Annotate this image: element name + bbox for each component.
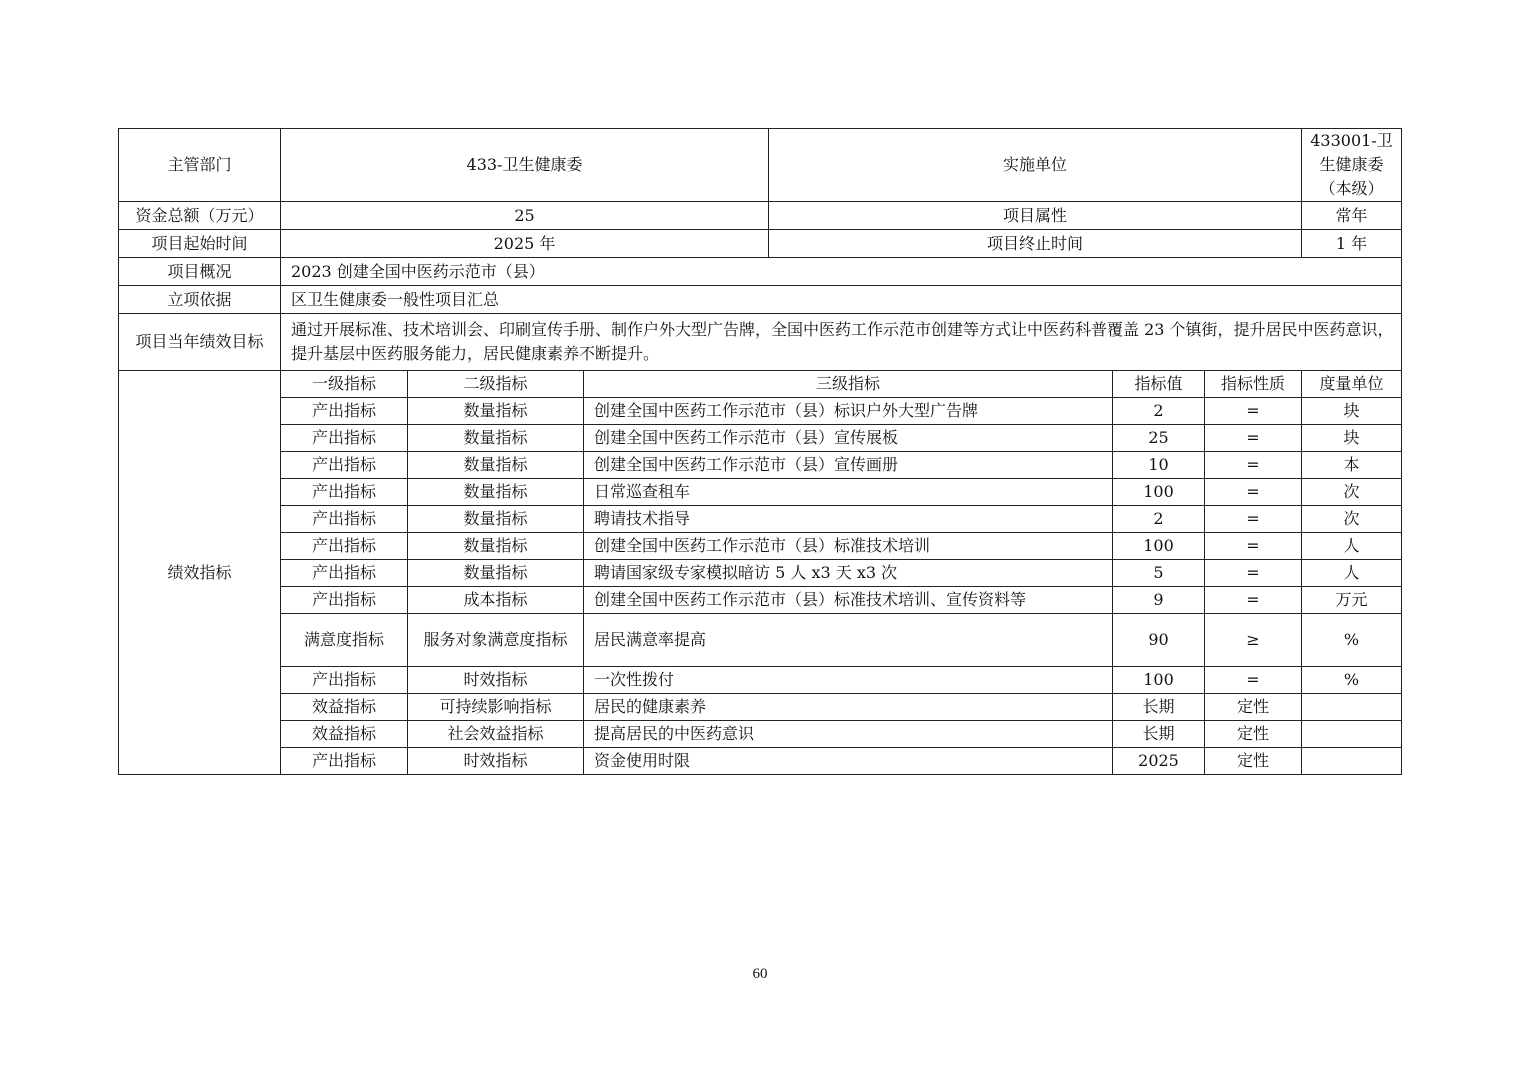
- indicator-level2: 数量指标: [408, 533, 584, 560]
- indicator-unit: [1302, 721, 1402, 748]
- indicator-row: [119, 398, 1402, 425]
- col-header-level2: 二级指标: [408, 371, 584, 398]
- indicator-level1: 产出指标: [281, 560, 408, 587]
- indicator-level3: 日常巡查租车: [584, 479, 1113, 506]
- indicator-unit: 万元: [1302, 587, 1402, 614]
- indicator-level2: 数量指标: [408, 560, 584, 587]
- indicator-row: [119, 479, 1402, 506]
- basis-value: 区卫生健康委一般性项目汇总: [281, 286, 1402, 314]
- indicator-level3: 创建全国中医药工作示范市（县）宣传画册: [584, 452, 1113, 479]
- indicator-nature: =: [1205, 425, 1302, 452]
- indicator-level1: 产出指标: [281, 748, 408, 775]
- indicator-level3: 聘请国家级专家模拟暗访 5 人 x3 天 x3 次: [584, 560, 1113, 587]
- impl-value: 433001-卫生健康委（本级）: [1302, 129, 1402, 202]
- indicator-row: [119, 506, 1402, 533]
- page-number: 60: [752, 966, 768, 982]
- fund-value: 25: [281, 202, 769, 230]
- indicator-nature: =: [1205, 398, 1302, 425]
- indicator-level2: 数量指标: [408, 398, 584, 425]
- indicator-unit: 人: [1302, 560, 1402, 587]
- indicator-level3: 创建全国中医药工作示范市（县）标识户外大型广告牌: [584, 398, 1113, 425]
- indicator-level2: 数量指标: [408, 506, 584, 533]
- indicator-value: 100: [1113, 667, 1205, 694]
- indicator-unit: 次: [1302, 506, 1402, 533]
- row-time: [119, 230, 1402, 258]
- indicator-value: 5: [1113, 560, 1205, 587]
- indicator-level1: 效益指标: [281, 694, 408, 721]
- indicator-unit: 本: [1302, 452, 1402, 479]
- indicator-nature: 定性: [1205, 694, 1302, 721]
- start-value: 2025 年: [281, 230, 769, 258]
- indicator-value: 10: [1113, 452, 1205, 479]
- indicator-value: 90: [1113, 614, 1205, 667]
- indicator-level1: 产出指标: [281, 533, 408, 560]
- indicator-level3: 提高居民的中医药意识: [584, 721, 1113, 748]
- overview-label: 项目概况: [119, 258, 281, 286]
- indicator-row: [119, 452, 1402, 479]
- indicator-nature: =: [1205, 560, 1302, 587]
- dept-value: 433-卫生健康委: [281, 129, 769, 202]
- indicator-value: 2: [1113, 506, 1205, 533]
- indicator-level3: 创建全国中医药工作示范市（县）标准技术培训: [584, 533, 1113, 560]
- indicator-unit: 人: [1302, 533, 1402, 560]
- indicator-nature: =: [1205, 479, 1302, 506]
- row-basis: [119, 286, 1402, 314]
- indicator-value: 25: [1113, 425, 1205, 452]
- indicator-unit: [1302, 748, 1402, 775]
- col-header-nature: 指标性质: [1205, 371, 1302, 398]
- goal-value: 通过开展标准、技术培训会、印刷宣传手册、制作户外大型广告牌，全国中医药工作示范市创建等方式让中医药科普覆盖 23 个镇街，提升居民中医药意识，提升基层中医药服务能力，居民健康素养不断提升。: [281, 314, 1402, 371]
- indicator-level2: 可持续影响指标: [408, 694, 584, 721]
- indicator-row: [119, 560, 1402, 587]
- indicator-nature: =: [1205, 452, 1302, 479]
- indicator-row: [119, 748, 1402, 775]
- goal-label: 项目当年绩效目标: [119, 314, 281, 371]
- indicator-level2: 社会效益指标: [408, 721, 584, 748]
- row-goal: [119, 314, 1402, 371]
- indicator-nature: =: [1205, 587, 1302, 614]
- indicator-row: [119, 587, 1402, 614]
- indicator-value: 长期: [1113, 721, 1205, 748]
- row-department: [119, 129, 1402, 202]
- indicator-row: [119, 614, 1402, 667]
- dept-label: 主管部门: [119, 129, 281, 202]
- indicator-value: 2025: [1113, 748, 1205, 775]
- overview-value: 2023 创建全国中医药示范市（县）: [281, 258, 1402, 286]
- indicator-row: [119, 533, 1402, 560]
- indicator-level1: 效益指标: [281, 721, 408, 748]
- fund-label: 资金总额（万元）: [119, 202, 281, 230]
- indicator-level1: 产出指标: [281, 425, 408, 452]
- end-label: 项目终止时间: [769, 230, 1302, 258]
- attr-value: 常年: [1302, 202, 1402, 230]
- indicator-level1: 产出指标: [281, 506, 408, 533]
- indicator-level1: 产出指标: [281, 479, 408, 506]
- indicator-nature: =: [1205, 533, 1302, 560]
- indicator-level2: 数量指标: [408, 425, 584, 452]
- performance-table-sheet: [118, 128, 1401, 775]
- end-value: 1 年: [1302, 230, 1402, 258]
- basis-label: 立项依据: [119, 286, 281, 314]
- indicator-level2: 服务对象满意度指标: [408, 614, 584, 667]
- perf-label: 绩效指标: [119, 371, 281, 775]
- indicator-level1: 产出指标: [281, 667, 408, 694]
- indicator-unit: 块: [1302, 398, 1402, 425]
- indicator-level3: 居民满意率提高: [584, 614, 1113, 667]
- indicator-level3: 聘请技术指导: [584, 506, 1113, 533]
- indicator-nature: 定性: [1205, 721, 1302, 748]
- indicator-level3: 一次性拨付: [584, 667, 1113, 694]
- indicator-unit: %: [1302, 614, 1402, 667]
- indicator-unit: [1302, 694, 1402, 721]
- indicator-value: 2: [1113, 398, 1205, 425]
- indicator-level2: 时效指标: [408, 748, 584, 775]
- col-header-value: 指标值: [1113, 371, 1205, 398]
- row-fund: [119, 202, 1402, 230]
- indicator-level3: 创建全国中医药工作示范市（县）标准技术培训、宣传资料等: [584, 587, 1113, 614]
- indicator-nature: =: [1205, 506, 1302, 533]
- indicator-level2: 数量指标: [408, 479, 584, 506]
- indicator-level1: 产出指标: [281, 398, 408, 425]
- impl-label: 实施单位: [769, 129, 1302, 202]
- indicator-level1: 产出指标: [281, 452, 408, 479]
- indicator-row: [119, 425, 1402, 452]
- indicator-level3: 资金使用时限: [584, 748, 1113, 775]
- indicator-unit: %: [1302, 667, 1402, 694]
- indicator-header-row: [119, 371, 1402, 398]
- indicator-row: [119, 667, 1402, 694]
- indicator-row: [119, 694, 1402, 721]
- indicator-level1: 产出指标: [281, 587, 408, 614]
- row-overview: [119, 258, 1402, 286]
- indicator-unit: 块: [1302, 425, 1402, 452]
- indicator-nature: ≥: [1205, 614, 1302, 667]
- performance-table: [118, 128, 1402, 775]
- indicator-level2: 数量指标: [408, 452, 584, 479]
- col-header-unit: 度量单位: [1302, 371, 1402, 398]
- attr-label: 项目属性: [769, 202, 1302, 230]
- indicator-row: [119, 721, 1402, 748]
- indicator-nature: 定性: [1205, 748, 1302, 775]
- col-header-level1: 一级指标: [281, 371, 408, 398]
- indicator-level1: 满意度指标: [281, 614, 408, 667]
- indicator-value: 长期: [1113, 694, 1205, 721]
- indicator-value: 100: [1113, 533, 1205, 560]
- indicator-value: 100: [1113, 479, 1205, 506]
- indicator-unit: 次: [1302, 479, 1402, 506]
- indicator-level3: 居民的健康素养: [584, 694, 1113, 721]
- indicator-level2: 时效指标: [408, 667, 584, 694]
- indicator-nature: =: [1205, 667, 1302, 694]
- indicator-level2: 成本指标: [408, 587, 584, 614]
- indicator-value: 9: [1113, 587, 1205, 614]
- col-header-level3: 三级指标: [584, 371, 1113, 398]
- indicator-level3: 创建全国中医药工作示范市（县）宣传展板: [584, 425, 1113, 452]
- start-label: 项目起始时间: [119, 230, 281, 258]
